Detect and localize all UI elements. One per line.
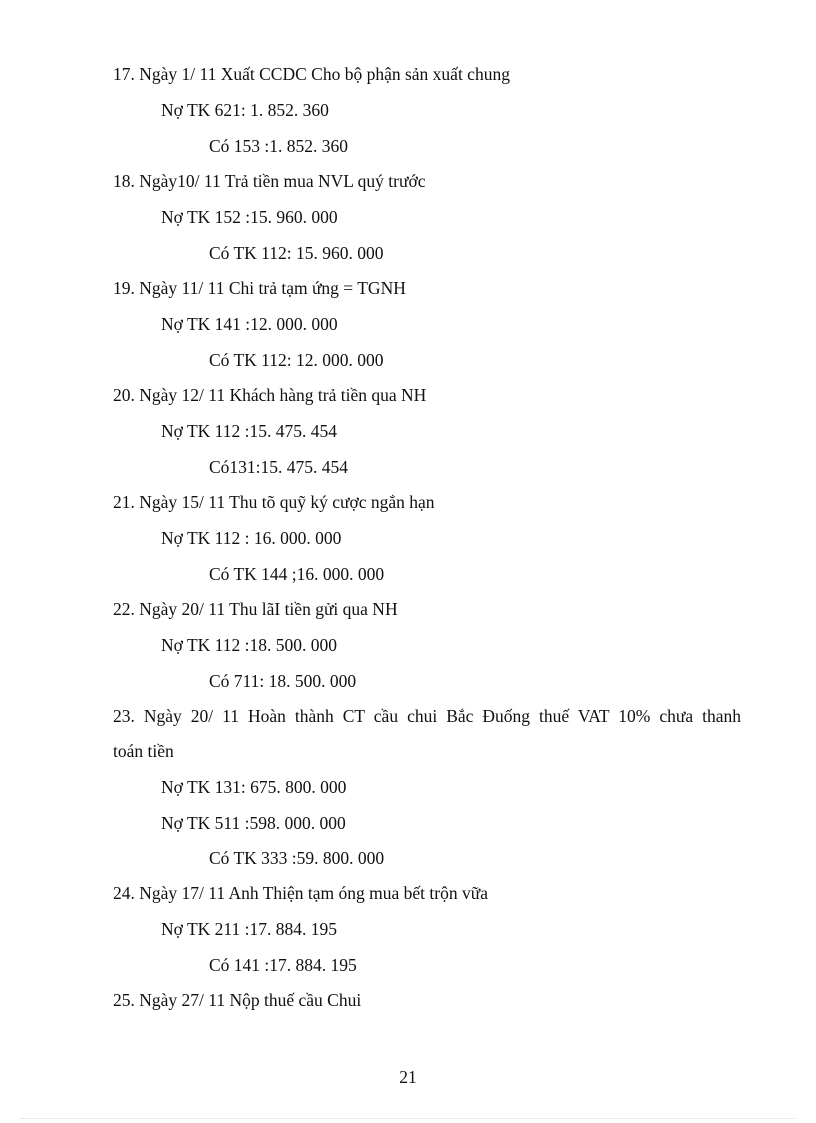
entry-19-debit: Nợ TK 141 :12. 000. 000 xyxy=(161,314,338,334)
entry-18-debit: Nợ TK 152 :15. 960. 000 xyxy=(161,207,338,227)
entry-20-debit: Nợ TK 112 :15. 475. 454 xyxy=(161,421,337,441)
entry-17-debit: Nợ TK 621: 1. 852. 360 xyxy=(161,100,329,120)
entry-22-credit: Có 711: 18. 500. 000 xyxy=(209,671,357,691)
entry-22-debit: Nợ TK 112 :18. 500. 000 xyxy=(161,635,337,655)
entry-17-credit: Có 153 :1. 852. 360 xyxy=(209,136,349,156)
entry-19-title: 19. Ngày 11/ 11 Chi trả tạm ứng = TGNH xyxy=(113,278,406,298)
entry-24-credit: Có 141 :17. 884. 195 xyxy=(209,955,357,975)
entry-18-credit: Có TK 112: 15. 960. 000 xyxy=(209,243,384,263)
entry-21-title: 21. Ngày 15/ 11 Thu tõ quỹ ký cược ngắn hạn xyxy=(113,492,435,512)
entry-21-credit: Có TK 144 ;16. 000. 000 xyxy=(209,564,385,584)
entry-24-debit: Nợ TK 211 :17. 884. 195 xyxy=(161,919,337,939)
entry-21-debit: Nợ TK 112 : 16. 000. 000 xyxy=(161,528,342,548)
entry-22-title: 22. Ngày 20/ 11 Thu lãI tiền gửi qua NH xyxy=(113,599,398,619)
entry-23-credit: Có TK 333 :59. 800. 000 xyxy=(209,848,385,868)
entry-19-credit: Có TK 112: 12. 000. 000 xyxy=(209,350,384,370)
page-number: 21 xyxy=(399,1067,417,1087)
entry-25-title: 25. Ngày 27/ 11 Nộp thuế cầu Chui xyxy=(113,990,362,1010)
page-bottom-divider xyxy=(20,1118,796,1119)
entry-23-title: 23. Ngày 20/ 11 Hoàn thành CT cầu chui Bắc Đuống thuế VAT 10% chưa thanh xyxy=(113,706,741,726)
entry-18-title: 18. Ngày10/ 11 Trả tiền mua NVL quý trước xyxy=(113,171,426,191)
entry-20-title: 20. Ngày 12/ 11 Khách hàng trả tiền qua NH xyxy=(113,385,427,405)
entry-17-title: 17. Ngày 1/ 11 Xuất CCDC Cho bộ phận sản xuất chung xyxy=(113,64,510,84)
entry-23-debit-2: Nợ TK 511 :598. 000. 000 xyxy=(161,813,346,833)
entry-24-title: 24. Ngày 17/ 11 Anh Thiện tạm óng mua bết trộn vữa xyxy=(113,883,488,903)
entry-23-debit-1: Nợ TK 131: 675. 800. 000 xyxy=(161,777,347,797)
entry-23-title-continued: toán tiền xyxy=(113,741,174,761)
entry-20-credit: Có131:15. 475. 454 xyxy=(209,457,349,477)
